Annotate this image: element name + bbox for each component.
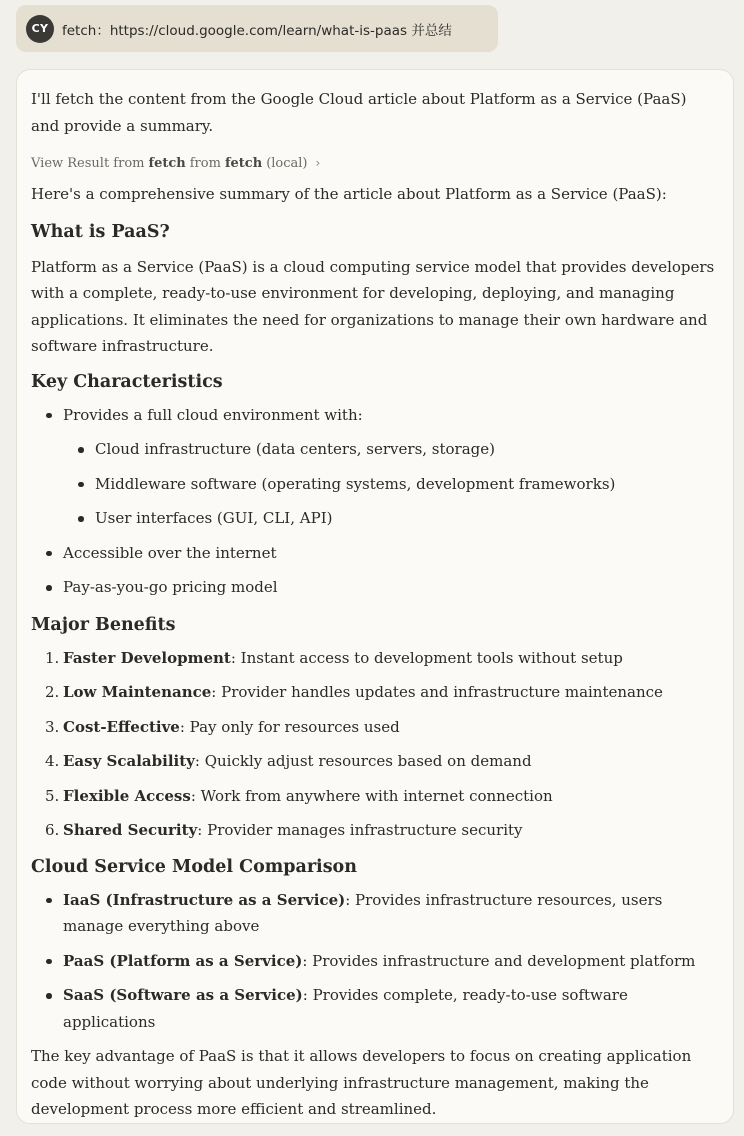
chevron-right-icon: › xyxy=(315,156,321,170)
list-item: Pay-as-you-go pricing model xyxy=(31,574,719,601)
list-item: 4. Easy Scalability: Quickly adjust resources based on demand xyxy=(45,752,532,770)
user-avatar[interactable]: CY xyxy=(26,15,54,43)
list-item: 6. Shared Security: Provider manages infrastructure security xyxy=(45,821,523,839)
view-result-server: fetch xyxy=(224,155,263,171)
comparison-heading: Cloud Service Model Comparison xyxy=(31,856,357,877)
user-message-text: fetch：https://cloud.google.com/learn/what-is-paas 并总结 xyxy=(62,22,452,39)
list-item: 2. Low Maintenance: Provider handles updates and infrastructure maintenance xyxy=(45,683,663,701)
list-item: User interfaces (GUI, CLI, API) xyxy=(31,505,719,532)
list-item: 1. Faster Development: Instant access to development tools without setup xyxy=(45,648,623,667)
conclusion-text: The key advantage of PaaS is that it allows developers to focus on creating application code without worrying about underlying infrastructure management, making the development process more efficient and streamlined. xyxy=(31,1047,692,1118)
view-result-toggle[interactable] xyxy=(31,151,719,175)
summary-intro: Here's a comprehensive summary of the article about Platform as a Service (PaaS): xyxy=(31,185,667,203)
key-characteristics-list xyxy=(31,402,719,601)
view-result-tool: fetch xyxy=(148,155,186,171)
key-characteristics-heading: Key Characteristics xyxy=(31,371,223,392)
what-is-paas-text: Platform as a Service (PaaS) is a cloud computing service model that provides developers with a complete, ready-to-use environment for developing, deploying, and managing applications. It eliminates the need for organizations to manage their own hardware and software infrastructure. xyxy=(31,257,715,355)
list-item: Middleware software (operating systems, development frameworks) xyxy=(31,471,719,498)
comparison-list xyxy=(31,887,719,1036)
list-item: PaaS (Platform as a Service): Provides infrastructure and development platform xyxy=(31,948,719,975)
list-item: 3. Cost-Effective: Pay only for resources used xyxy=(45,717,400,736)
list-item: Cloud infrastructure (data centers, servers, storage) xyxy=(31,436,719,463)
view-result-middle: from xyxy=(189,155,221,171)
what-is-paas-heading: What is PaaS? xyxy=(31,221,170,242)
list-item: Provides a full cloud environment with: xyxy=(31,402,719,429)
list-item: SaaS (Software as a Service): Provides complete, ready-to-use software applications xyxy=(31,982,719,1035)
view-result-prefix: View Result from xyxy=(31,155,145,171)
user-message-bubble xyxy=(16,5,498,52)
major-benefits-list xyxy=(31,645,719,844)
list-item: 5. Flexible Access: Work from anywhere with internet connection xyxy=(45,786,553,805)
major-benefits-heading: Major Benefits xyxy=(31,614,176,635)
response-intro: I'll fetch the content from the Google Cloud article about Platform as a Service (PaaS) and provide a summary. xyxy=(31,90,687,135)
list-item: IaaS (Infrastructure as a Service): Provides infrastructure resources, users manage everything above xyxy=(31,887,719,940)
view-result-suffix: (local) xyxy=(266,155,308,171)
assistant-response-card xyxy=(16,69,734,1124)
list-item: Accessible over the internet xyxy=(31,540,719,567)
